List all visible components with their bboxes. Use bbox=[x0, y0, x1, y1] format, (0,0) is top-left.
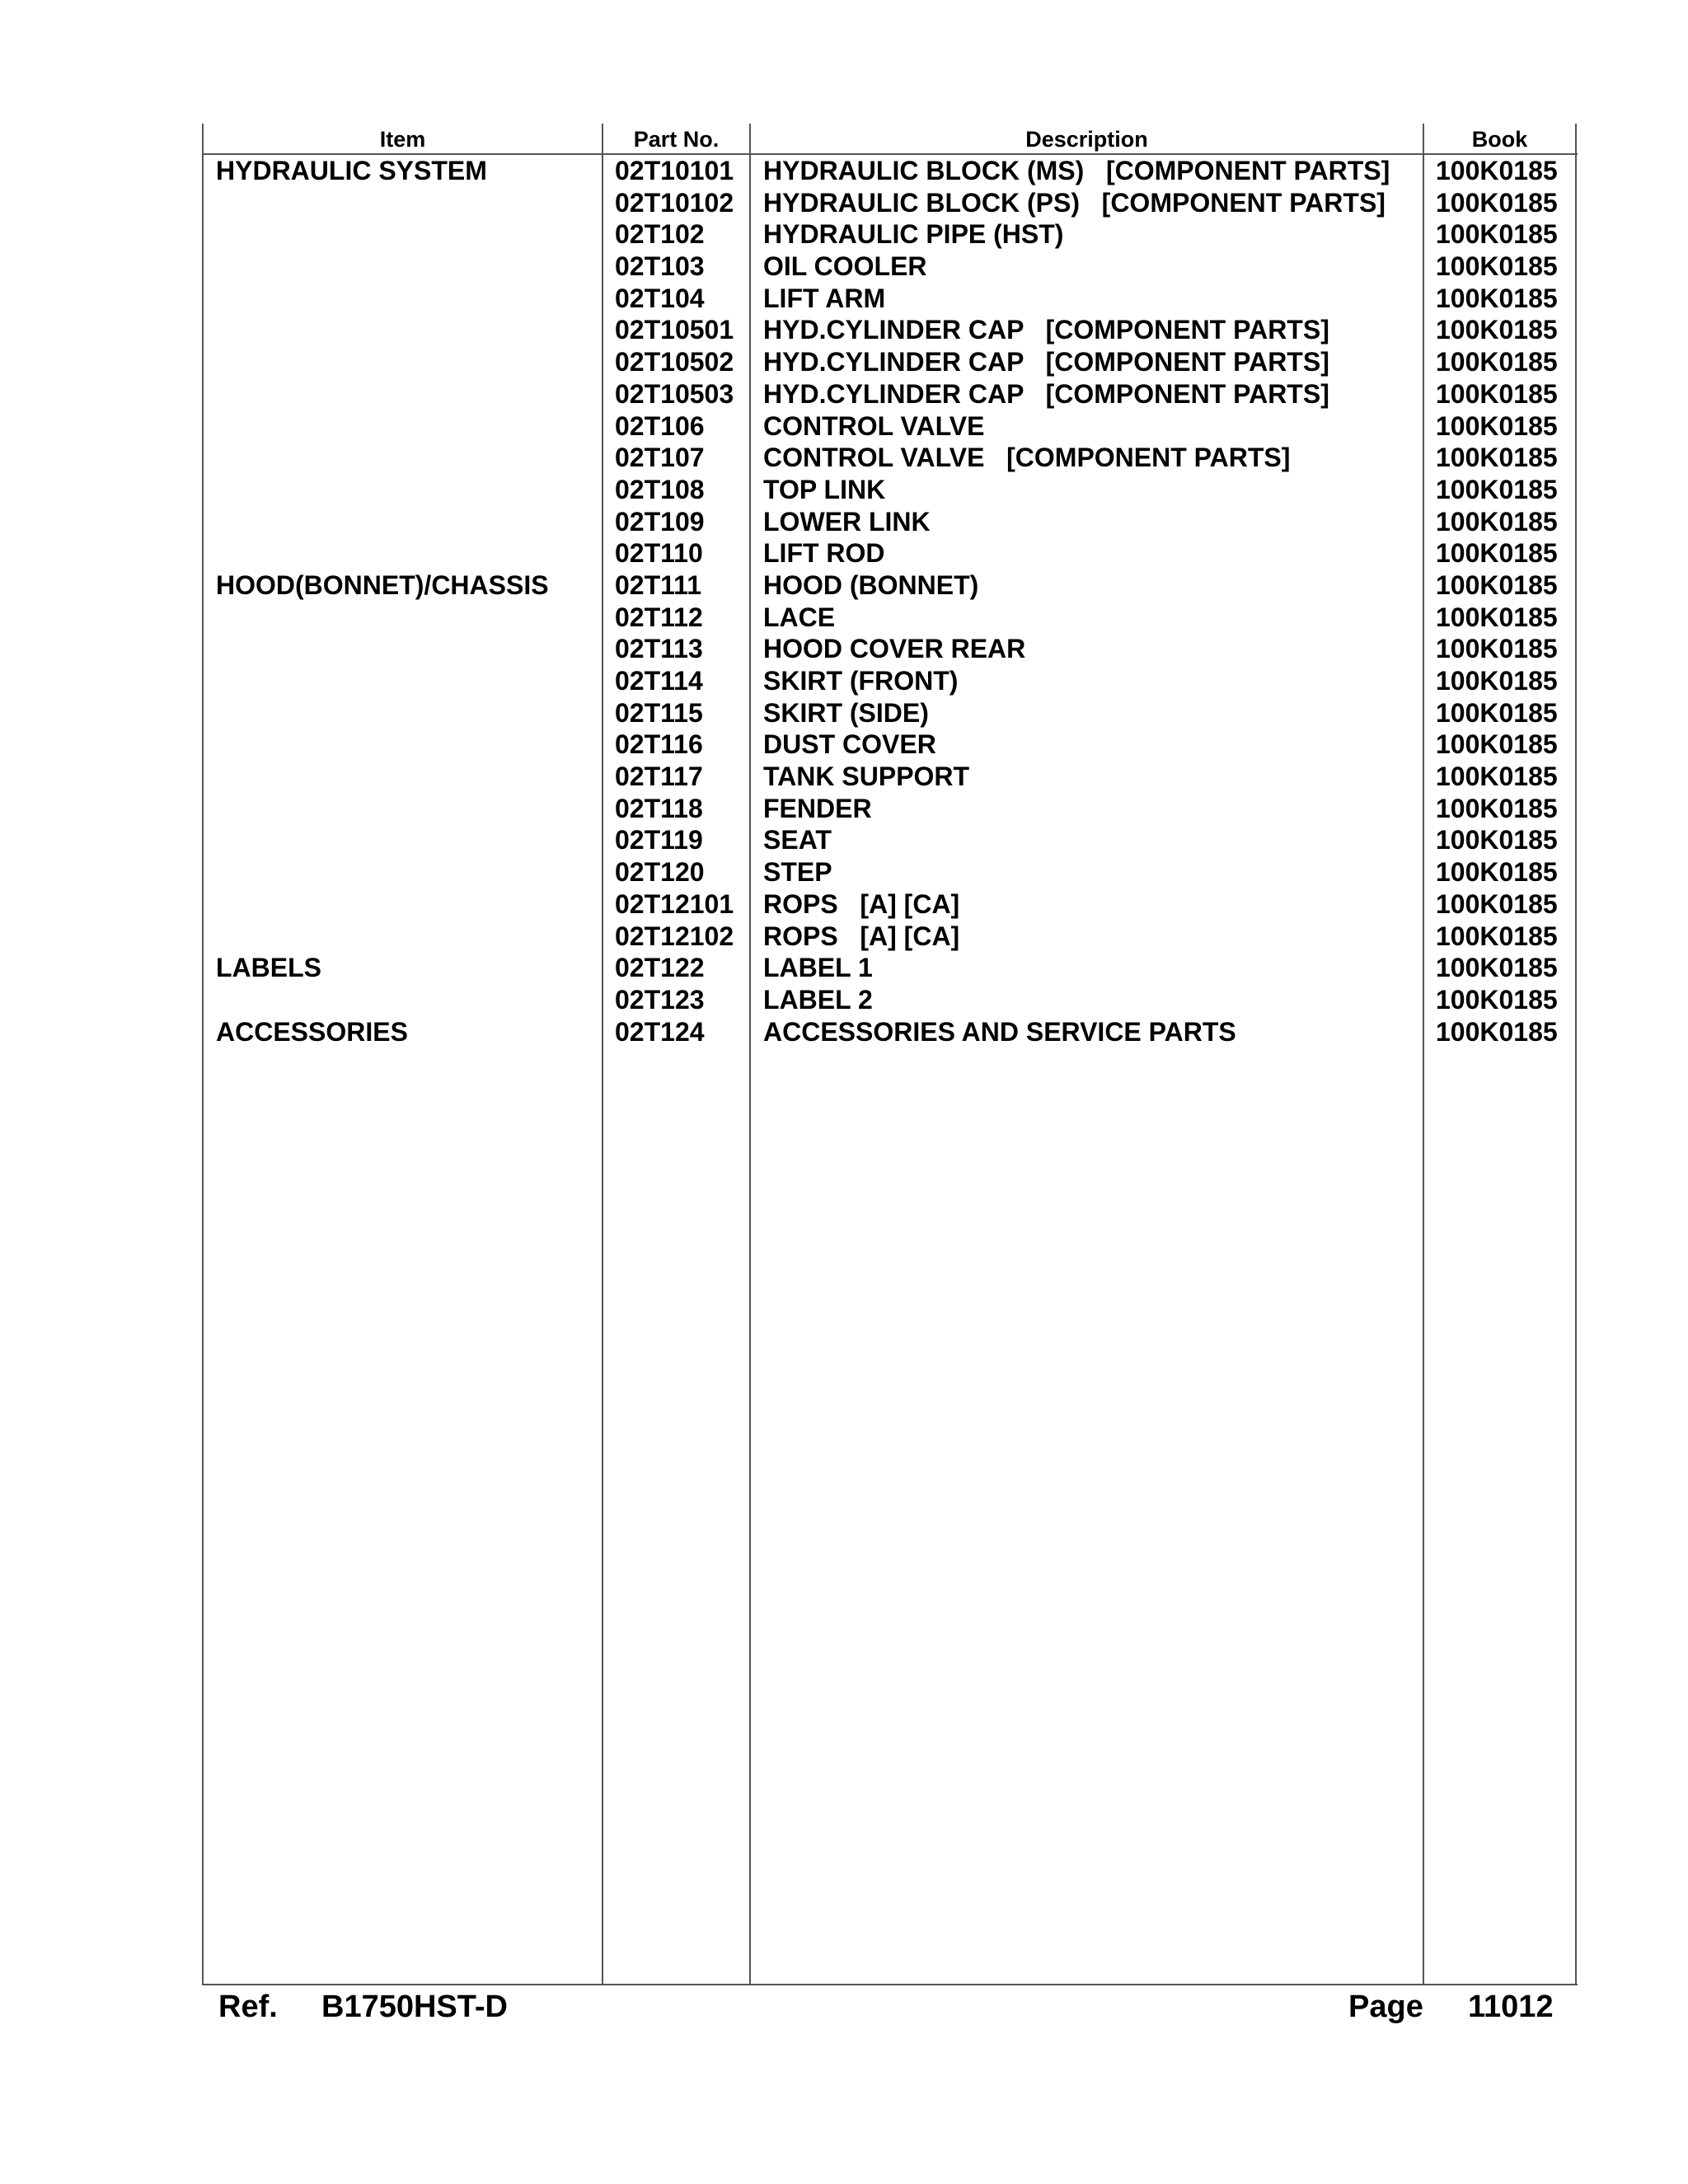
table-row bbox=[0, 729, 1688, 761]
cell-part-no: 02T108 bbox=[615, 474, 705, 504]
cell-book: 100K0185 bbox=[1436, 1016, 1558, 1047]
cell-item: HOOD(BONNET)/CHASSIS bbox=[216, 569, 549, 600]
cell-book: 100K0185 bbox=[1436, 984, 1558, 1015]
cell-book: 100K0185 bbox=[1436, 538, 1558, 569]
cell-description: ACCESSORIES AND SERVICE PARTS bbox=[763, 1016, 1236, 1047]
cell-book: 100K0185 bbox=[1436, 283, 1558, 313]
cell-part-no: 02T122 bbox=[615, 953, 705, 983]
cell-description: LIFT ROD bbox=[763, 538, 885, 569]
cell-description: DUST COVER bbox=[763, 729, 936, 760]
table-row bbox=[0, 921, 1688, 953]
cell-item: ACCESSORIES bbox=[216, 1016, 408, 1047]
cell-part-no: 02T10101 bbox=[615, 156, 734, 185]
cell-book: 100K0185 bbox=[1436, 187, 1558, 218]
cell-book: 100K0185 bbox=[1436, 378, 1558, 409]
table-row bbox=[0, 952, 1688, 984]
cell-description: SKIRT (FRONT) bbox=[763, 666, 959, 696]
cell-part-no: 02T114 bbox=[615, 666, 703, 696]
footer-page-number: 11012 bbox=[1468, 1990, 1554, 2024]
table-row bbox=[0, 537, 1688, 569]
cell-part-no: 02T10102 bbox=[615, 187, 734, 218]
cell-description: HYDRAULIC BLOCK (MS) [COMPONENT PARTS] bbox=[763, 156, 1390, 185]
cell-book: 100K0185 bbox=[1436, 697, 1558, 728]
table-row bbox=[0, 378, 1688, 410]
cell-book: 100K0185 bbox=[1436, 634, 1558, 664]
cell-book: 100K0185 bbox=[1436, 474, 1558, 504]
cell-part-no: 02T10502 bbox=[615, 347, 734, 377]
cell-description: HYD.CYLINDER CAP [COMPONENT PARTS] bbox=[763, 347, 1329, 377]
cell-part-no: 02T123 bbox=[615, 984, 705, 1015]
cell-description: HYDRAULIC BLOCK (PS) [COMPONENT PARTS] bbox=[763, 187, 1386, 218]
cell-part-no: 02T116 bbox=[615, 729, 703, 760]
footer-ref-value: B1750HST-D bbox=[321, 1990, 508, 2024]
cell-part-no: 02T117 bbox=[615, 762, 703, 792]
cell-description: HYD.CYLINDER CAP [COMPONENT PARTS] bbox=[763, 378, 1329, 409]
table-row bbox=[0, 824, 1688, 856]
cell-book: 100K0185 bbox=[1436, 219, 1558, 250]
cell-description: HYD.CYLINDER CAP [COMPONENT PARTS] bbox=[763, 315, 1329, 345]
table-row bbox=[0, 410, 1688, 443]
table-row bbox=[0, 984, 1688, 1016]
column-header-part-no: Part No. bbox=[633, 127, 720, 152]
cell-book: 100K0185 bbox=[1436, 569, 1558, 600]
cell-description: LIFT ARM bbox=[763, 283, 886, 313]
table-row bbox=[0, 665, 1688, 697]
table-row bbox=[0, 283, 1688, 315]
cell-part-no: 02T111 bbox=[615, 569, 701, 600]
cell-part-no: 02T10501 bbox=[615, 315, 734, 345]
cell-part-no: 02T109 bbox=[615, 506, 705, 537]
table-row bbox=[0, 187, 1688, 219]
cell-part-no: 02T10503 bbox=[615, 378, 734, 409]
table-row bbox=[0, 442, 1688, 474]
cell-book: 100K0185 bbox=[1436, 729, 1558, 760]
cell-part-no: 02T119 bbox=[615, 825, 703, 855]
cell-description: OIL COOLER bbox=[763, 251, 927, 282]
table-row bbox=[0, 155, 1688, 187]
cell-part-no: 02T120 bbox=[615, 857, 705, 888]
table-row bbox=[0, 856, 1688, 888]
cell-description: ROPS [A] [CA] bbox=[763, 921, 960, 951]
cell-book: 100K0185 bbox=[1436, 315, 1558, 345]
cell-item: LABELS bbox=[216, 953, 321, 983]
cell-book: 100K0185 bbox=[1436, 762, 1558, 792]
cell-description: LOWER LINK bbox=[763, 506, 931, 537]
cell-description: HYDRAULIC PIPE (HST) bbox=[763, 219, 1064, 250]
cell-book: 100K0185 bbox=[1436, 921, 1558, 951]
cell-description: STEP bbox=[763, 857, 832, 888]
table-row bbox=[0, 346, 1688, 378]
table-row bbox=[0, 474, 1688, 506]
table-row bbox=[0, 888, 1688, 921]
cell-item: HYDRAULIC SYSTEM bbox=[216, 156, 487, 185]
cell-description: SEAT bbox=[763, 825, 832, 855]
cell-description: HOOD COVER REAR bbox=[763, 634, 1026, 664]
cell-description: TANK SUPPORT bbox=[763, 762, 970, 792]
cell-description: LABEL 2 bbox=[763, 984, 873, 1015]
cell-part-no: 02T110 bbox=[615, 538, 703, 569]
table-row bbox=[0, 697, 1688, 729]
cell-description: HOOD (BONNET) bbox=[763, 569, 979, 600]
cell-description: LABEL 1 bbox=[763, 953, 873, 983]
table-row bbox=[0, 602, 1688, 634]
cell-book: 100K0185 bbox=[1436, 857, 1558, 888]
cell-book: 100K0185 bbox=[1436, 953, 1558, 983]
cell-part-no: 02T12101 bbox=[615, 888, 734, 919]
cell-book: 100K0185 bbox=[1436, 347, 1558, 377]
table-row bbox=[0, 569, 1688, 602]
cell-part-no: 02T115 bbox=[615, 697, 703, 728]
cell-description: SKIRT (SIDE) bbox=[763, 697, 929, 728]
cell-book: 100K0185 bbox=[1436, 602, 1558, 632]
cell-book: 100K0185 bbox=[1436, 410, 1558, 441]
cell-description: LACE bbox=[763, 602, 836, 632]
table-row bbox=[0, 218, 1688, 251]
column-header-item: Item bbox=[379, 127, 426, 152]
cell-part-no: 02T102 bbox=[615, 219, 705, 250]
table-row bbox=[0, 761, 1688, 793]
cell-part-no: 02T103 bbox=[615, 251, 705, 282]
cell-description: CONTROL VALVE bbox=[763, 410, 985, 441]
cell-description: FENDER bbox=[763, 793, 872, 823]
column-header-description: Description bbox=[1025, 127, 1148, 152]
cell-part-no: 02T104 bbox=[615, 283, 705, 313]
cell-part-no: 02T112 bbox=[615, 602, 703, 632]
table-row bbox=[0, 793, 1688, 825]
cell-description: TOP LINK bbox=[763, 474, 886, 504]
footer-page-label: Page bbox=[1348, 1990, 1423, 2024]
cell-book: 100K0185 bbox=[1436, 443, 1558, 473]
table-bottom-border bbox=[202, 1984, 1578, 1985]
cell-book: 100K0185 bbox=[1436, 825, 1558, 855]
cell-part-no: 02T107 bbox=[615, 443, 705, 473]
table-row bbox=[0, 1016, 1688, 1048]
column-header-book: Book bbox=[1471, 127, 1528, 152]
cell-book: 100K0185 bbox=[1436, 251, 1558, 282]
table-row bbox=[0, 633, 1688, 665]
cell-part-no: 02T118 bbox=[615, 793, 703, 823]
cell-description: ROPS [A] [CA] bbox=[763, 888, 960, 919]
cell-part-no: 02T106 bbox=[615, 410, 705, 441]
parts-table-body bbox=[0, 155, 1688, 1047]
table-row bbox=[0, 506, 1688, 538]
cell-book: 100K0185 bbox=[1436, 506, 1558, 537]
cell-book: 100K0185 bbox=[1436, 666, 1558, 696]
cell-book: 100K0185 bbox=[1436, 888, 1558, 919]
cell-part-no: 02T113 bbox=[615, 634, 703, 664]
table-row bbox=[0, 251, 1688, 283]
cell-part-no: 02T124 bbox=[615, 1016, 705, 1047]
cell-description: CONTROL VALVE [COMPONENT PARTS] bbox=[763, 443, 1291, 473]
footer-ref-label: Ref. bbox=[218, 1990, 278, 2024]
cell-book: 100K0185 bbox=[1436, 793, 1558, 823]
table-row bbox=[0, 314, 1688, 346]
cell-book: 100K0185 bbox=[1436, 156, 1558, 185]
cell-part-no: 02T12102 bbox=[615, 921, 734, 951]
